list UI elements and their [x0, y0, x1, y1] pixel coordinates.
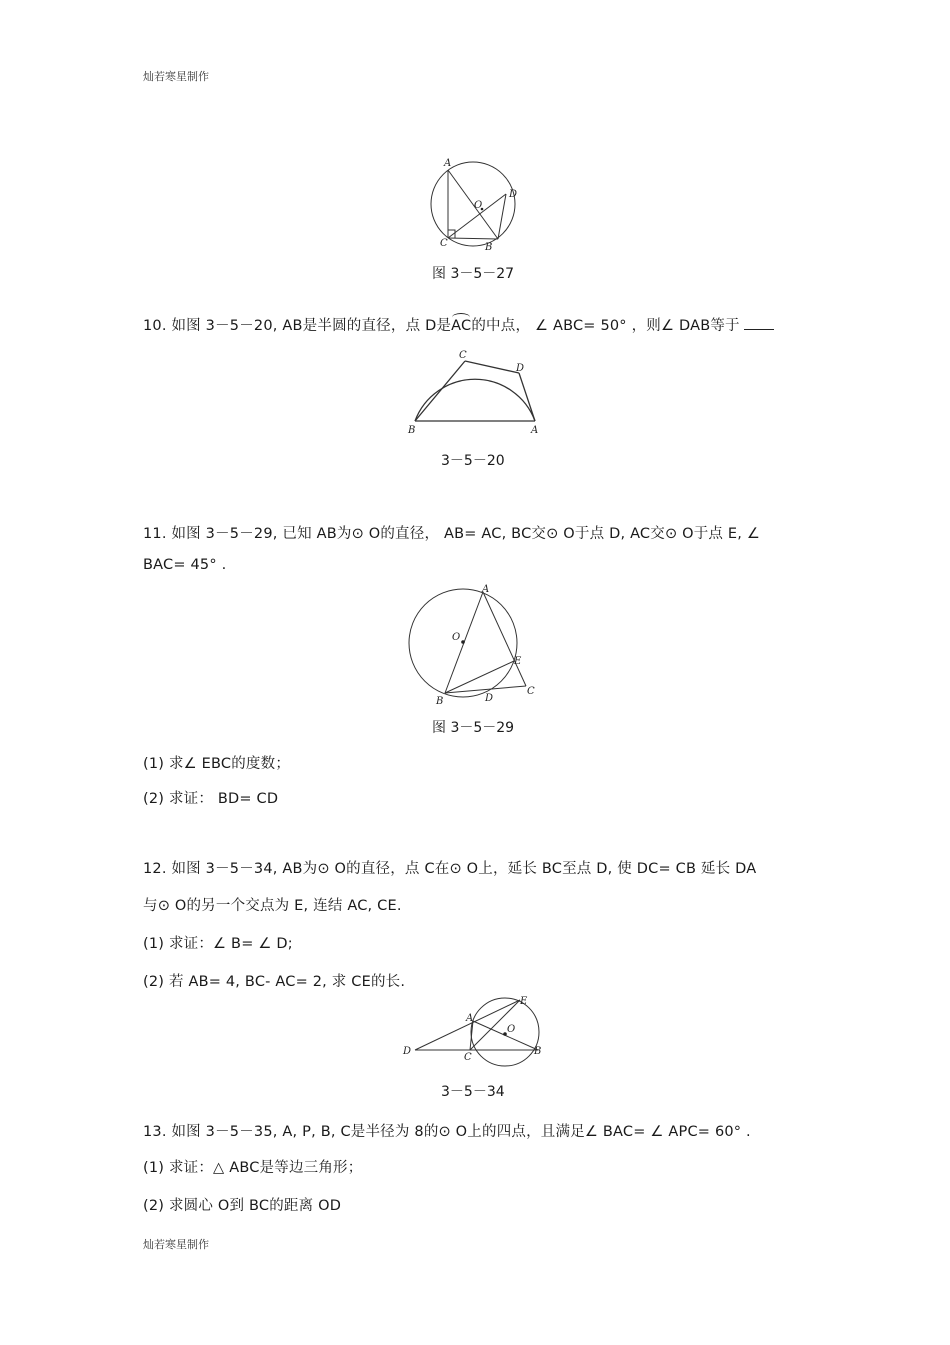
- label-b: B: [408, 425, 416, 436]
- circle-o: [471, 998, 542, 1066]
- question-11-line-2: BAC= 45° .: [143, 557, 227, 573]
- figure-caption-34: 3－5－34: [441, 1084, 505, 1100]
- figure-caption-20: 3－5－20: [441, 453, 505, 469]
- question-12-sub-2: (2) 若 AB= 4, BC- AC= 2, 求 CE的长.: [143, 974, 406, 990]
- figure-3-5-20: [405, 345, 550, 435]
- label-b: B: [485, 242, 493, 253]
- label-o: O: [507, 1024, 516, 1035]
- label-d: D: [509, 189, 518, 200]
- label-b: B: [534, 1046, 542, 1057]
- label-a: A: [444, 158, 452, 169]
- question-13-sub-2: (2) 求圆心 O到 BC的距离 OD: [143, 1198, 342, 1214]
- question-12-sub-1: (1) 求证：∠ B= ∠ D;: [143, 936, 293, 952]
- figure-3-5-27: [420, 152, 530, 257]
- question-13-sub-1: (1) 求证：△ ABC是等边三角形；: [143, 1160, 363, 1176]
- figure-3-5-34: [400, 992, 550, 1062]
- label-a: A: [482, 584, 490, 595]
- label-a: A: [466, 1013, 474, 1024]
- question-11-line-1: 11. 如图 3－5－29, 已知 AB为⊙ O的直径， AB= AC, BC交⊙ O于点 D, AC交⊙ O于点 E, ∠: [143, 526, 761, 542]
- label-a: A: [531, 425, 539, 436]
- question-12-line-1: 12. 如图 3－5－34, AB为⊙ O的直径，点 C在⊙ O上，延长 BC至点 D, 使 DC= CB 延长 DA: [143, 861, 757, 877]
- label-c: C: [440, 238, 448, 249]
- label-d: D: [485, 693, 494, 704]
- question-10: [143, 314, 774, 335]
- figure-caption-27: 图 3－5－27: [432, 266, 515, 282]
- question-12-line-2: 与⊙ O的另一个交点为 E, 连结 AC, CE.: [143, 898, 402, 914]
- page-header: 灿若寒星制作: [143, 70, 209, 83]
- label-d: D: [516, 363, 525, 374]
- label-c: C: [464, 1052, 472, 1063]
- question-11-sub-2: (2) 求证： BD= CD: [143, 791, 279, 807]
- page-footer: 灿若寒星制作: [143, 1238, 209, 1251]
- label-d: D: [403, 1046, 412, 1057]
- label-c: C: [527, 686, 535, 697]
- q10-text-b: 的中点， ∠ ABC= 50° ，则∠ DAB等于: [471, 318, 740, 334]
- label-e: E: [514, 656, 522, 667]
- arc-ac: AC: [451, 318, 472, 334]
- label-b: B: [436, 696, 444, 707]
- label-e: E: [520, 996, 528, 1007]
- q10-text-a: 10. 如图 3－5－20, AB是半圆的直径，点 D是: [143, 318, 452, 334]
- answer-blank: [744, 317, 774, 330]
- label-c: C: [459, 350, 467, 361]
- figure-caption-29: 图 3－5－29: [432, 720, 515, 736]
- label-o: O: [474, 200, 483, 211]
- figure-3-5-29: [400, 580, 545, 710]
- label-o: O: [452, 632, 461, 643]
- question-13-line-1: 13. 如图 3－5－35, A, P, B, C是半径为 8的⊙ O上的四点，且满足∠ BAC= ∠ APC= 60° .: [143, 1124, 751, 1140]
- question-11-sub-1: (1) 求∠ EBC的度数；: [143, 756, 291, 772]
